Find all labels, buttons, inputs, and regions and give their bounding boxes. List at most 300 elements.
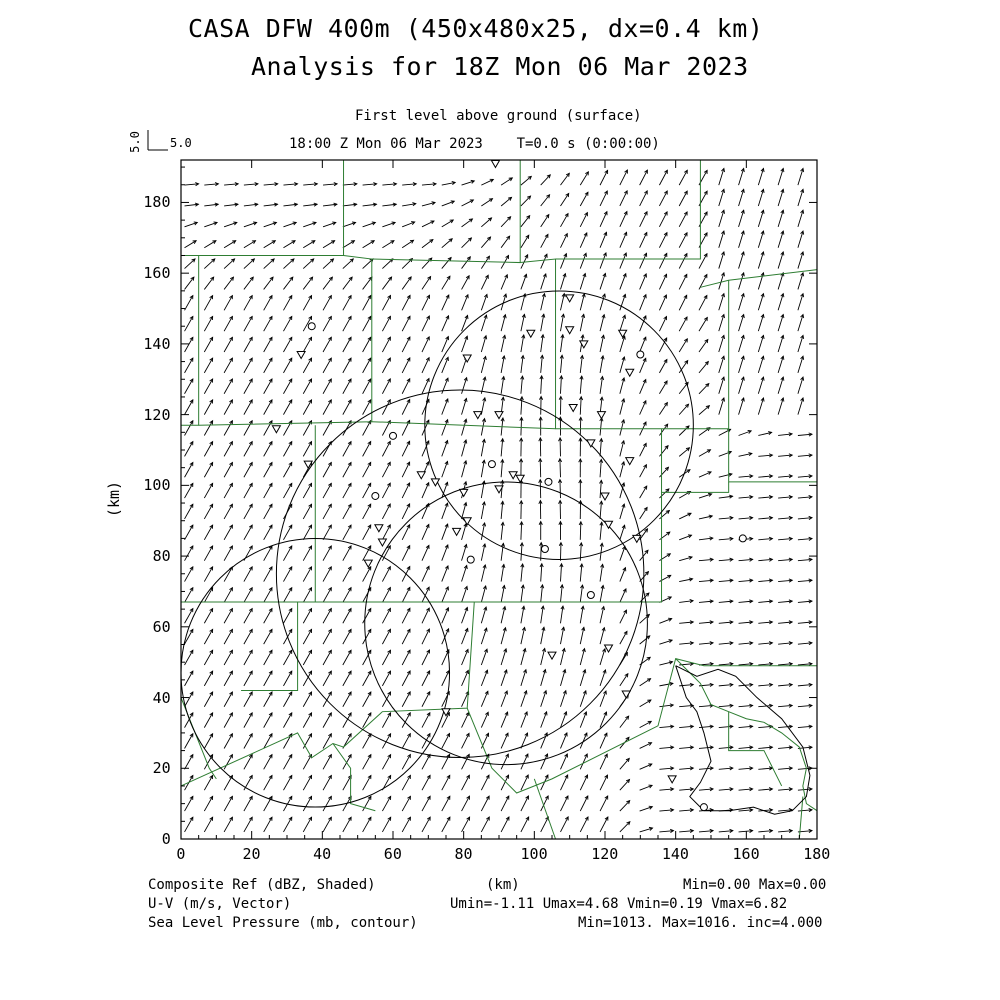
wind-vector xyxy=(699,384,709,394)
wind-vector xyxy=(620,253,626,269)
wind-vector xyxy=(462,670,469,685)
wind-vectors xyxy=(185,168,812,832)
wind-vector xyxy=(323,504,331,519)
wind-vector xyxy=(224,796,232,811)
wind-vector xyxy=(185,463,193,478)
wind-vector xyxy=(283,567,291,582)
wind-vector xyxy=(224,567,232,582)
wind-vector xyxy=(382,483,390,498)
y-tick-label: 0 xyxy=(161,830,171,848)
wind-vector xyxy=(244,379,252,394)
wind-vector xyxy=(620,674,628,686)
wind-vector xyxy=(659,191,667,206)
wind-vector xyxy=(283,650,291,665)
footer-ref-minmax: Min=0.00 Max=0.00 xyxy=(683,877,827,893)
wind-vector xyxy=(185,546,193,561)
wind-vector xyxy=(501,217,511,227)
station-marker-triangle xyxy=(297,352,305,359)
wind-vector xyxy=(363,775,371,790)
wind-vector xyxy=(323,755,331,770)
wind-vector xyxy=(422,650,430,665)
time-subtitle: 18:00 Z Mon 06 Mar 2023 T=0.0 s (0:00:00) xyxy=(289,136,660,152)
wind-vector xyxy=(600,775,607,790)
wind-vector xyxy=(442,220,453,227)
wind-vector xyxy=(422,277,431,290)
y-tick-label: 180 xyxy=(143,193,171,212)
wind-vector xyxy=(402,817,410,832)
wind-vector xyxy=(402,671,410,686)
wind-vector xyxy=(521,417,522,435)
wind-vector xyxy=(560,564,561,582)
wind-vector xyxy=(580,691,586,707)
wind-vector xyxy=(382,796,390,811)
wind-vector xyxy=(283,525,291,540)
wind-vector xyxy=(343,337,351,352)
wind-vector xyxy=(541,712,547,728)
wind-vector xyxy=(323,277,332,289)
wind-vector xyxy=(462,628,468,644)
wind-vector xyxy=(699,450,711,457)
chart-title-line2: Analysis for 18Z Mon 06 Mar 2023 xyxy=(251,52,749,81)
wind-vector xyxy=(303,629,311,644)
wind-vector xyxy=(402,755,410,770)
wind-vector xyxy=(462,238,472,248)
wind-vector xyxy=(659,489,668,498)
wind-vector xyxy=(303,775,311,790)
wind-vector xyxy=(264,755,272,770)
wind-vector xyxy=(580,712,586,728)
wind-vector xyxy=(343,277,352,289)
wind-vector xyxy=(699,362,708,373)
wind-vector xyxy=(501,275,507,290)
wind-vector xyxy=(204,775,212,790)
wind-vector xyxy=(343,241,355,248)
station-marker-triangle xyxy=(622,691,630,698)
wind-vector xyxy=(283,358,291,373)
wind-vector xyxy=(521,775,528,790)
wind-vector xyxy=(224,629,232,644)
wind-vector xyxy=(620,274,626,290)
wind-vector xyxy=(204,296,212,311)
wind-vector xyxy=(481,649,487,665)
wind-vector xyxy=(699,340,708,353)
station-marker-triangle xyxy=(516,475,524,482)
wind-vector xyxy=(204,483,212,498)
wind-vector xyxy=(363,525,371,540)
wind-vector xyxy=(323,525,331,540)
wind-vector xyxy=(560,754,567,769)
wind-vector xyxy=(323,241,335,248)
wind-vector xyxy=(442,378,448,394)
wind-vector xyxy=(264,277,273,289)
wind-vector xyxy=(264,692,272,707)
wind-vector xyxy=(501,754,508,769)
wind-vector xyxy=(442,524,448,540)
wind-vector xyxy=(382,525,390,540)
wind-vector xyxy=(640,170,648,185)
wind-vector xyxy=(640,232,647,247)
wind-vector xyxy=(283,316,291,331)
wind-vector xyxy=(244,483,252,498)
wind-vector xyxy=(303,296,311,311)
wind-vector xyxy=(323,796,331,811)
wind-vector xyxy=(501,796,509,811)
wind-vector xyxy=(303,546,311,561)
wind-vector xyxy=(363,629,371,644)
wind-vector xyxy=(462,219,473,227)
wind-vector xyxy=(224,692,232,707)
wind-vector xyxy=(442,257,451,268)
wind-vector xyxy=(600,232,606,247)
wind-vector xyxy=(323,546,331,561)
wind-vector xyxy=(679,426,689,435)
footer-uv-minmax: Umin=-1.11 Umax=4.68 Vmin=0.19 Vmax=6.82 xyxy=(450,896,788,912)
wind-vector xyxy=(283,259,293,269)
wind-vector xyxy=(402,796,410,811)
wind-vector xyxy=(462,796,470,811)
wind-vector xyxy=(185,241,197,248)
wind-vector xyxy=(303,504,311,519)
wind-vector xyxy=(600,191,607,206)
wind-vector xyxy=(382,241,394,248)
wind-vector xyxy=(323,567,331,582)
wind-vector xyxy=(283,400,291,415)
wind-vector xyxy=(422,671,430,686)
wind-vector xyxy=(244,588,252,603)
wind-vector xyxy=(283,755,291,770)
wind-vector xyxy=(402,608,410,623)
wind-vector xyxy=(541,215,549,227)
wind-vector xyxy=(620,170,628,185)
wind-vector xyxy=(659,253,666,268)
wind-vector xyxy=(264,567,272,582)
wind-vector xyxy=(303,755,311,770)
wind-vector xyxy=(462,276,470,290)
wind-vector xyxy=(640,486,647,498)
wind-vector xyxy=(204,671,212,686)
wind-vector xyxy=(185,358,193,373)
wind-vector xyxy=(224,316,232,331)
wind-vector xyxy=(323,296,331,311)
wind-vector xyxy=(481,218,491,227)
station-marker-triangle xyxy=(375,525,383,532)
wind-vector xyxy=(244,650,252,665)
station-marker-triangle xyxy=(626,458,634,465)
wind-vector xyxy=(303,734,311,749)
y-tick-label: 40 xyxy=(152,688,171,707)
wind-vector xyxy=(363,671,371,686)
wind-vector xyxy=(402,240,413,247)
wind-vector xyxy=(442,734,450,749)
station-marker-triangle xyxy=(668,776,676,783)
wind-vector xyxy=(580,417,581,435)
wind-vector xyxy=(560,193,568,206)
wind-vector xyxy=(481,237,490,248)
wind-vector xyxy=(462,336,468,352)
wind-vector xyxy=(382,588,390,603)
footer-uv-vector: U-V (m/s, Vector) xyxy=(148,896,292,912)
wind-vector xyxy=(244,241,256,248)
wind-vector xyxy=(541,376,542,394)
wind-vector xyxy=(402,358,410,373)
wind-vector xyxy=(640,401,646,415)
wind-vector xyxy=(185,421,193,436)
wind-vector xyxy=(264,671,272,686)
wind-vector xyxy=(382,567,390,582)
wind-vector xyxy=(580,796,588,811)
wind-vector xyxy=(382,358,390,373)
station-marker-triangle xyxy=(548,652,556,659)
wind-vector xyxy=(185,316,193,331)
wind-vector xyxy=(620,631,627,644)
wind-vector xyxy=(442,796,450,811)
wind-vector xyxy=(244,734,252,749)
wind-vector xyxy=(600,170,608,185)
county-boundary xyxy=(199,255,372,425)
wind-vector xyxy=(224,525,232,540)
wind-vector xyxy=(303,817,311,832)
wind-vector xyxy=(283,817,291,832)
wind-vector xyxy=(264,629,272,644)
wind-vector xyxy=(303,796,311,811)
wind-vector xyxy=(283,277,292,289)
wind-vector xyxy=(323,650,331,665)
wind-vector xyxy=(343,671,351,686)
wind-vector xyxy=(244,337,252,352)
wind-vector xyxy=(402,379,410,394)
wind-vector xyxy=(323,379,331,394)
wind-vector xyxy=(402,692,410,707)
wind-vector xyxy=(224,546,232,561)
wind-vector xyxy=(244,358,252,373)
wind-vector xyxy=(402,337,410,352)
wind-vector xyxy=(580,522,581,540)
wind-vector xyxy=(541,817,549,832)
wind-vector xyxy=(640,212,647,227)
wind-vector xyxy=(521,796,529,811)
wind-vector xyxy=(442,775,450,790)
wind-vector xyxy=(204,734,212,749)
wind-vector xyxy=(244,817,252,832)
wind-vector xyxy=(185,337,193,352)
y-tick-label: 60 xyxy=(152,617,171,636)
chart-title-line1: CASA DFW 400m (450x480x25, dx=0.4 km) xyxy=(188,14,764,43)
wind-vector xyxy=(620,589,626,603)
wind-vector xyxy=(679,295,686,310)
wind-vector xyxy=(185,650,193,665)
wind-vector xyxy=(442,399,448,415)
wind-vector xyxy=(521,235,529,247)
wind-vector xyxy=(442,357,448,373)
station-marker-circle xyxy=(372,492,379,499)
wind-vector xyxy=(560,376,561,394)
wind-vector xyxy=(462,733,469,748)
wind-vector xyxy=(402,734,410,749)
wind-vector xyxy=(224,817,232,832)
wind-vector xyxy=(303,588,311,603)
wind-vector xyxy=(541,754,548,769)
x-tick-label: 80 xyxy=(454,845,473,863)
wind-vector xyxy=(283,609,291,624)
wind-vector xyxy=(204,400,212,415)
wind-vector xyxy=(244,277,253,289)
wind-vector xyxy=(303,400,311,415)
wind-vector xyxy=(323,817,331,832)
wind-vector xyxy=(224,277,233,289)
wind-vector xyxy=(481,199,492,206)
station-marker-triangle xyxy=(453,528,461,535)
station-marker-triangle xyxy=(597,412,605,419)
wind-vector xyxy=(343,588,351,603)
wind-vector xyxy=(462,586,467,602)
wind-vector xyxy=(501,670,507,686)
wind-vector xyxy=(363,608,371,623)
wind-vector xyxy=(442,503,448,519)
wind-vector xyxy=(462,315,468,331)
wind-vector xyxy=(422,608,429,623)
wind-vector xyxy=(224,296,232,311)
wind-vector xyxy=(264,400,272,415)
wind-vector xyxy=(343,442,351,457)
county-boundary xyxy=(662,429,729,493)
wind-vector xyxy=(640,295,646,311)
wind-vector xyxy=(679,404,688,414)
x-tick-label: 180 xyxy=(803,845,831,863)
wind-vector xyxy=(283,775,291,790)
wind-vector xyxy=(640,636,650,644)
wind-vector xyxy=(363,400,371,415)
wind-vector xyxy=(402,775,410,790)
wind-vector xyxy=(323,692,331,707)
station-marker-triangle xyxy=(272,426,280,433)
wind-vector xyxy=(204,442,212,457)
county-boundary xyxy=(534,779,555,839)
station-marker-circle xyxy=(739,535,746,542)
wind-vector xyxy=(343,296,351,311)
wind-vector xyxy=(679,254,687,269)
wind-vector xyxy=(521,216,530,227)
wind-vector xyxy=(462,257,471,269)
wind-vector xyxy=(343,421,351,436)
wind-vector xyxy=(185,296,193,311)
wind-vector xyxy=(264,775,272,790)
county-boundary xyxy=(241,602,298,690)
wind-vector xyxy=(402,441,409,456)
wind-vector xyxy=(323,462,331,477)
wind-vector xyxy=(303,379,311,394)
wind-vector xyxy=(382,755,390,770)
wind-vector xyxy=(659,212,667,227)
wind-vector xyxy=(185,671,193,686)
wind-vector xyxy=(382,608,390,623)
wind-vector xyxy=(659,317,666,332)
county-boundary xyxy=(181,425,315,602)
wind-vector xyxy=(659,403,667,415)
wind-vector xyxy=(303,483,311,498)
wind-vector xyxy=(640,614,650,623)
y-tick-label: 100 xyxy=(143,476,171,495)
wind-vector xyxy=(303,567,311,582)
station-marker-triangle xyxy=(474,412,482,419)
wind-vector xyxy=(422,258,432,269)
wind-vector xyxy=(521,691,527,707)
wind-vector xyxy=(224,259,234,269)
wind-vector xyxy=(303,650,311,665)
wind-vector xyxy=(244,629,252,644)
wind-vector xyxy=(402,295,410,310)
y-tick-label: 20 xyxy=(152,759,171,778)
station-marker-triangle xyxy=(626,369,634,376)
station-marker-circle xyxy=(700,804,707,811)
wind-vector xyxy=(264,241,276,248)
station-marker-triangle xyxy=(566,295,574,302)
wind-vector xyxy=(204,259,214,269)
wind-vector xyxy=(323,629,331,644)
wind-vector xyxy=(620,610,627,623)
wind-vector xyxy=(323,588,331,603)
county-boundary xyxy=(181,255,199,425)
wind-vector xyxy=(363,504,371,519)
wind-vector xyxy=(402,629,410,644)
wind-vector xyxy=(560,234,567,248)
wind-vector xyxy=(501,197,511,206)
wind-vector xyxy=(501,775,508,790)
wind-vector xyxy=(303,241,315,248)
reference-vector-rotated-label: 5.0 xyxy=(127,131,142,153)
wind-vector xyxy=(343,525,351,540)
wind-vector xyxy=(462,649,468,665)
wind-vector xyxy=(204,525,212,540)
station-marker-circle xyxy=(545,478,552,485)
wind-vector xyxy=(323,609,331,624)
wind-vector xyxy=(462,295,468,311)
wind-vector xyxy=(343,692,351,707)
wind-vector xyxy=(204,241,216,248)
wind-vector xyxy=(442,276,450,289)
footer-x-axis-unit: (km) xyxy=(486,877,520,893)
wind-vector xyxy=(204,713,212,728)
y-tick-label: 80 xyxy=(152,547,171,566)
wind-vector xyxy=(402,277,411,290)
wind-vector xyxy=(501,733,508,748)
wind-vector xyxy=(382,316,390,331)
wind-vector xyxy=(264,650,272,665)
x-tick-label: 0 xyxy=(176,845,186,863)
wind-vector xyxy=(343,462,351,477)
wind-vector xyxy=(363,358,371,373)
wind-vector xyxy=(501,178,512,185)
station-marker-triangle xyxy=(633,535,641,542)
wind-vector xyxy=(521,522,522,540)
wind-vector xyxy=(402,587,410,602)
wind-vector xyxy=(521,712,527,728)
wind-vector xyxy=(224,713,232,728)
wind-vector xyxy=(541,564,542,582)
wind-vector xyxy=(640,337,646,352)
wind-vector xyxy=(244,442,252,457)
wind-vector xyxy=(363,483,371,498)
wind-vector xyxy=(264,296,272,311)
wind-vector xyxy=(541,733,547,749)
wind-vector xyxy=(442,817,450,832)
wind-vector xyxy=(264,609,272,624)
wind-vector xyxy=(224,358,232,373)
wind-vector xyxy=(679,212,687,227)
wind-vector xyxy=(580,172,588,185)
y-tick-label: 160 xyxy=(143,264,171,283)
wind-vector xyxy=(224,337,232,352)
wind-vector xyxy=(185,525,193,540)
